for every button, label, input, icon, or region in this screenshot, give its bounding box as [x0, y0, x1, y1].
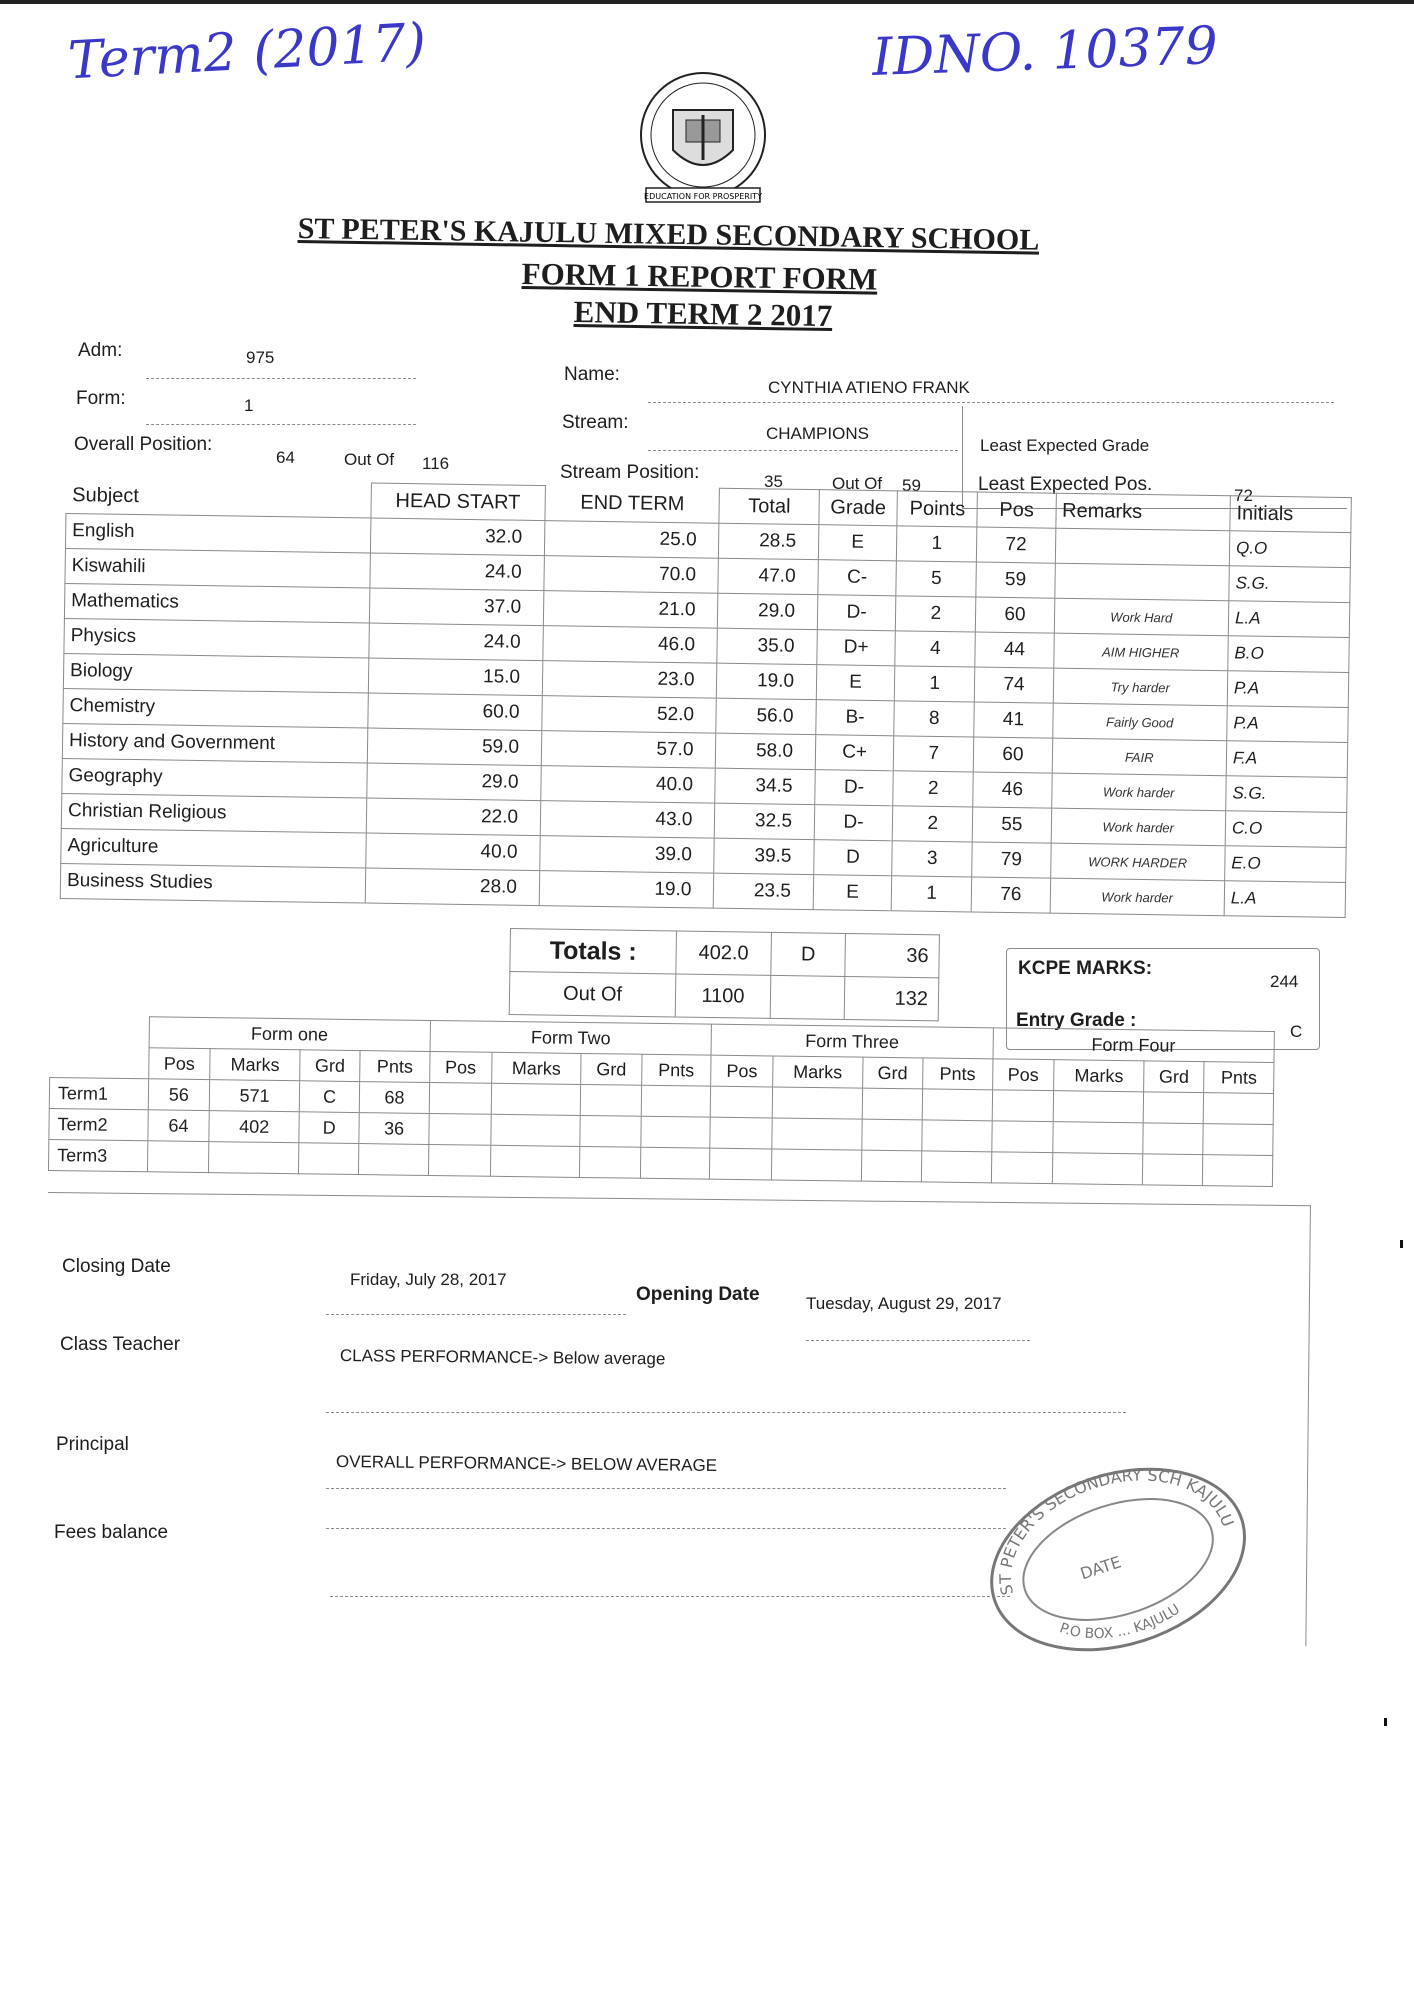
teacher-initials: P.A — [1227, 671, 1349, 708]
points: 8 — [894, 701, 975, 737]
history-subheader: Pos — [148, 1048, 210, 1080]
empty-history-cell — [1143, 1092, 1204, 1124]
totals-row — [510, 929, 940, 978]
history-subheader: Marks — [491, 1052, 581, 1084]
overall-position-label: Overall Position: — [74, 434, 213, 455]
remark: AIM HIGHER — [1053, 633, 1228, 671]
subject-position: 60 — [976, 597, 1055, 633]
head-start-mark: 40.0 — [365, 833, 540, 871]
form-value: 1 — [244, 396, 254, 415]
svg-text:ST PETER'S SECONDARY SCH KAJUL: ST PETER'S SECONDARY SCH KAJULU — [995, 1465, 1238, 1597]
history-subheader: Grd — [300, 1050, 361, 1082]
empty-history-cell — [429, 1113, 491, 1145]
svg-text:EDUCATION FOR PROSPERITY: EDUCATION FOR PROSPERITY — [644, 192, 762, 201]
entry-grade-value: C — [1290, 1022, 1303, 1041]
empty-history-cell — [862, 1088, 923, 1120]
empty-history-cell — [771, 1149, 861, 1181]
col-subject: Subject — [66, 479, 371, 519]
grade: D- — [815, 770, 894, 806]
col-initials: Initials — [1230, 496, 1352, 533]
empty-history-cell — [1203, 1155, 1273, 1187]
empty-history-cell — [1203, 1124, 1273, 1156]
kcpe-label: KCPE MARKS: — [1018, 958, 1153, 979]
form-one-pnts: 68 — [360, 1082, 430, 1114]
head-start-mark: 15.0 — [368, 658, 543, 696]
teacher-initials: C.O — [1225, 811, 1347, 848]
subject-name: Kiswahili — [65, 548, 370, 588]
history-corner — [50, 1016, 149, 1048]
col-grade: Grade — [819, 490, 898, 526]
totals-table — [509, 928, 940, 1021]
empty-history-cell — [710, 1117, 772, 1149]
grade: D+ — [817, 630, 896, 666]
empty-history-cell — [992, 1090, 1054, 1122]
empty-history-cell — [581, 1084, 642, 1116]
history-subheader: Pos — [429, 1051, 491, 1083]
least-expected-grade-label: Least Expected Grade — [980, 436, 1150, 455]
points: 2 — [893, 771, 974, 807]
stream-value: CHAMPIONS — [766, 424, 869, 443]
teacher-initials: E.O — [1225, 846, 1347, 883]
points: 3 — [892, 841, 973, 877]
end-term-mark: 57.0 — [541, 731, 716, 769]
history-subheader: Pos — [992, 1059, 1054, 1091]
form-four-header: Form Four — [993, 1028, 1275, 1063]
subject-position: 44 — [975, 632, 1054, 668]
empty-history-cell — [921, 1151, 991, 1183]
empty-history-cell — [991, 1121, 1053, 1153]
remark: Work Hard — [1054, 598, 1229, 636]
empty-history-cell — [922, 1089, 992, 1121]
teacher-initials: L.A — [1228, 601, 1350, 638]
end-term-mark: 21.0 — [543, 591, 718, 629]
principal-label: Principal — [56, 1434, 129, 1455]
remark: Work harder — [1050, 878, 1225, 916]
term-label: Term3 — [48, 1139, 147, 1171]
history-subheader: Marks — [773, 1056, 863, 1088]
empty-history-cell — [861, 1150, 922, 1182]
remark — [1054, 563, 1229, 601]
subject-name: Chemistry — [63, 688, 368, 728]
teacher-initials: S.G. — [1229, 566, 1351, 603]
kcpe-value: 244 — [1270, 972, 1299, 991]
adm-value: 975 — [246, 348, 275, 367]
history-subheader: Grd — [581, 1053, 642, 1085]
total-mark: 19.0 — [717, 663, 817, 699]
history-subheader: Pnts — [360, 1051, 430, 1083]
total-mark: 56.0 — [716, 698, 816, 734]
end-term-mark: 25.0 — [544, 521, 719, 559]
end-term-mark: 40.0 — [541, 766, 716, 804]
handwritten-term-note: Term2 (2017) — [66, 12, 428, 92]
subject-position: 72 — [977, 527, 1056, 563]
stream-underline — [648, 450, 958, 451]
form-one-marks: 571 — [210, 1080, 300, 1112]
adm-label: Adm: — [78, 340, 123, 361]
history-subheader: Pnts — [641, 1054, 711, 1086]
col-total: Total — [719, 488, 819, 524]
term-title: END TERM 2 2017 — [573, 294, 833, 334]
points: 4 — [895, 631, 976, 667]
form-one-pnts — [359, 1144, 429, 1176]
empty-history-cell — [640, 1147, 710, 1179]
report-form-title: FORM 1 REPORT FORM — [521, 256, 878, 297]
end-term-mark: 70.0 — [544, 556, 719, 594]
empty-history-cell — [772, 1087, 862, 1119]
student-name: CYNTHIA ATIENO FRANK — [768, 378, 970, 397]
total-mark: 32.5 — [715, 803, 815, 839]
fees-balance-label: Fees balance — [54, 1522, 169, 1543]
head-start-mark: 32.0 — [370, 518, 545, 556]
col-head-start: HEAD START — [370, 483, 545, 521]
empty-history-cell — [491, 1114, 581, 1146]
least-expected-pos-value: 72 — [1234, 486, 1253, 505]
teacher-initials: B.O — [1228, 636, 1350, 673]
closing-date-label: Closing Date — [62, 1256, 171, 1277]
class-teacher-remark: CLASS PERFORMANCE-> Below average — [339, 1346, 666, 1369]
total-mark: 35.0 — [717, 628, 817, 664]
head-start-mark: 24.0 — [368, 623, 543, 661]
teacher-initials: L.A — [1224, 881, 1346, 918]
teacher-initials: S.G. — [1226, 776, 1348, 813]
remark: Try harder — [1053, 668, 1228, 706]
history-subheader: Marks — [1054, 1060, 1144, 1092]
form-one-pos: 64 — [147, 1110, 209, 1142]
opening-date-label: Opening Date — [636, 1284, 760, 1305]
form-three-header: Form Three — [711, 1024, 993, 1059]
fees-balance-underline-2 — [330, 1596, 1010, 1597]
history-subheader: Grd — [1144, 1061, 1205, 1093]
scan-speck — [1384, 1718, 1387, 1726]
subject-position: 46 — [973, 772, 1052, 808]
col-pos: Pos — [977, 492, 1056, 528]
name-underline — [648, 402, 1334, 403]
subject-position: 60 — [974, 737, 1053, 773]
opening-date-underline — [806, 1340, 1030, 1341]
form-two-header: Form Two — [430, 1020, 712, 1055]
teacher-initials: Q.O — [1229, 531, 1351, 568]
handwritten-id-note: IDNO. 10379 — [871, 15, 1219, 89]
points: 7 — [893, 736, 974, 772]
points: 2 — [892, 806, 973, 842]
col-end-term: END TERM — [545, 486, 720, 524]
stream-position-label: Stream Position: — [560, 462, 700, 483]
remark: FAIR — [1052, 738, 1227, 776]
empty-history-cell — [991, 1152, 1053, 1184]
form-one-pos — [147, 1141, 209, 1173]
empty-history-cell — [428, 1144, 490, 1176]
subject-name: English — [65, 514, 370, 554]
head-start-mark: 60.0 — [367, 693, 542, 731]
term-label: Term1 — [49, 1078, 148, 1110]
form-underline — [146, 424, 416, 425]
form-one-pnts: 36 — [359, 1113, 429, 1145]
head-start-mark: 28.0 — [365, 868, 540, 906]
out-of-points: 132 — [844, 976, 938, 1020]
end-term-mark: 39.0 — [540, 836, 715, 874]
total-mark: 23.5 — [714, 873, 814, 909]
scan-speck — [1400, 1240, 1403, 1248]
teacher-initials: F.A — [1226, 741, 1348, 778]
remark: Work harder — [1051, 808, 1226, 846]
empty-history-cell — [710, 1148, 772, 1180]
form-one-pos: 56 — [148, 1079, 210, 1111]
out-of-label: Out Of — [509, 972, 676, 1017]
empty-history-cell — [429, 1082, 491, 1114]
grade: E — [813, 875, 892, 911]
form-one-header: Form one — [149, 1017, 431, 1052]
points: 2 — [895, 596, 976, 632]
grade: E — [818, 525, 897, 561]
entry-grade-label: Entry Grade : — [1016, 1010, 1137, 1031]
grade: C- — [818, 560, 897, 596]
col-remarks: Remarks — [1055, 493, 1230, 531]
subject-position: 59 — [976, 562, 1055, 598]
remark: WORK HARDER — [1050, 843, 1225, 881]
subject-name: Geography — [62, 758, 367, 798]
empty-history-cell — [772, 1118, 862, 1150]
principal-underline — [326, 1488, 1006, 1489]
subject-name: Physics — [64, 618, 369, 658]
empty-history-cell — [710, 1086, 772, 1118]
out-of-grade-blank — [770, 975, 845, 1019]
empty-history-cell — [1053, 1122, 1143, 1154]
subject-name: Christian Religious — [61, 793, 366, 833]
history-sub-corner — [50, 1047, 149, 1079]
svg-text:P.O BOX ... KAJULU: P.O BOX ... KAJULU — [1057, 1601, 1183, 1643]
grade: D- — [817, 595, 896, 631]
head-start-mark: 29.0 — [366, 763, 541, 801]
out-of-row — [509, 972, 939, 1021]
totals-grade: D — [771, 932, 846, 976]
total-mark: 58.0 — [716, 733, 816, 769]
total-mark: 34.5 — [715, 768, 815, 804]
stream-position-value: 35 — [764, 472, 783, 491]
end-term-mark: 46.0 — [543, 626, 718, 664]
subject-position: 41 — [974, 702, 1053, 738]
term-history-table — [48, 1015, 1275, 1187]
marks-table — [60, 478, 1352, 918]
history-subheader: Marks — [210, 1049, 300, 1081]
total-mark: 28.5 — [719, 523, 819, 559]
total-mark: 47.0 — [718, 558, 818, 594]
form-one-grd — [298, 1143, 359, 1175]
subject-name: Biology — [63, 653, 368, 693]
empty-history-cell — [1143, 1123, 1204, 1155]
fees-balance-underline — [326, 1528, 1006, 1529]
overall-out-of-value: 116 — [422, 454, 450, 473]
stream-out-of-value: 59 — [902, 476, 921, 495]
subject-position: 76 — [972, 877, 1051, 913]
empty-history-cell — [580, 1146, 641, 1178]
end-term-mark: 43.0 — [540, 801, 715, 839]
form-one-marks: 402 — [209, 1111, 299, 1143]
empty-history-cell — [922, 1120, 992, 1152]
overall-position-value: 64 — [276, 448, 295, 467]
grade: D- — [814, 805, 893, 841]
end-term-mark: 23.0 — [542, 661, 717, 699]
points: 1 — [894, 666, 975, 702]
remark: Work harder — [1051, 773, 1226, 811]
empty-history-cell — [580, 1115, 641, 1147]
total-mark: 39.5 — [714, 838, 814, 874]
closing-date-value: Friday, July 28, 2017 — [350, 1270, 507, 1289]
out-of-marks: 1100 — [675, 974, 770, 1018]
head-start-mark: 24.0 — [369, 553, 544, 591]
subject-position: 55 — [973, 807, 1052, 843]
empty-history-cell — [1142, 1154, 1203, 1186]
empty-history-cell — [490, 1145, 580, 1177]
subject-name: Agriculture — [61, 828, 366, 868]
remark: Fairly Good — [1052, 703, 1227, 741]
scan-top-edge — [0, 0, 1414, 4]
end-term-mark: 52.0 — [542, 696, 717, 734]
form-one-grd: C — [299, 1081, 360, 1113]
school-name: ST PETER'S KAJULU MIXED SECONDARY SCHOOL — [297, 212, 1040, 257]
points: 1 — [896, 526, 977, 562]
col-points: Points — [897, 491, 978, 527]
empty-history-cell — [1203, 1093, 1273, 1125]
adm-underline — [146, 378, 416, 379]
empty-history-cell — [641, 1085, 711, 1117]
subject-position: 79 — [972, 842, 1051, 878]
grade: C+ — [815, 735, 894, 771]
totals-marks: 402.0 — [676, 931, 771, 975]
stream-out-of-label: Out Of — [832, 474, 883, 493]
form-label: Form: — [76, 388, 126, 409]
history-subheader: Grd — [862, 1057, 923, 1089]
form-one-grd: D — [299, 1112, 360, 1144]
empty-history-cell — [1054, 1091, 1144, 1123]
points: 1 — [891, 876, 972, 912]
history-subheader: Pnts — [1204, 1062, 1274, 1094]
grade: D — [814, 840, 893, 876]
school-crest-logo — [628, 70, 778, 210]
empty-history-cell — [1053, 1153, 1143, 1185]
subject-name: Business Studies — [60, 863, 365, 903]
stream-label: Stream: — [562, 412, 629, 433]
history-subheader: Pnts — [923, 1058, 993, 1090]
grade: E — [816, 665, 895, 701]
empty-history-cell — [640, 1116, 710, 1148]
end-term-mark: 19.0 — [539, 871, 714, 909]
class-teacher-label: Class Teacher — [60, 1334, 181, 1355]
empty-history-cell — [491, 1083, 581, 1115]
points: 5 — [896, 561, 977, 597]
term-label: Term2 — [49, 1108, 148, 1140]
empty-history-cell — [861, 1119, 922, 1151]
total-mark: 29.0 — [718, 593, 818, 629]
subject-name: History and Government — [62, 723, 367, 763]
history-subheader: Pos — [711, 1055, 773, 1087]
closing-date-underline — [326, 1314, 626, 1315]
grade: B- — [816, 700, 895, 736]
head-start-mark: 37.0 — [369, 588, 544, 626]
totals-label: Totals : — [510, 929, 677, 974]
least-expected-pos-label: Least Expected Pos. — [978, 474, 1153, 495]
head-start-mark: 59.0 — [367, 728, 542, 766]
opening-date-value: Tuesday, August 29, 2017 — [806, 1294, 1002, 1313]
svg-text:DATE: DATE — [1077, 1552, 1124, 1584]
totals-points: 36 — [845, 933, 939, 977]
name-label: Name: — [564, 364, 620, 385]
remark — [1055, 528, 1230, 566]
class-teacher-underline — [326, 1412, 1126, 1413]
principal-remark: OVERALL PERFORMANCE-> BELOW AVERAGE — [335, 1452, 718, 1475]
subject-position: 74 — [975, 667, 1054, 703]
overall-out-of-label: Out Of — [344, 450, 395, 469]
form-one-marks — [209, 1142, 299, 1174]
head-start-mark: 22.0 — [366, 798, 541, 836]
teacher-initials: P.A — [1227, 706, 1349, 743]
subject-name: Mathematics — [64, 583, 369, 623]
